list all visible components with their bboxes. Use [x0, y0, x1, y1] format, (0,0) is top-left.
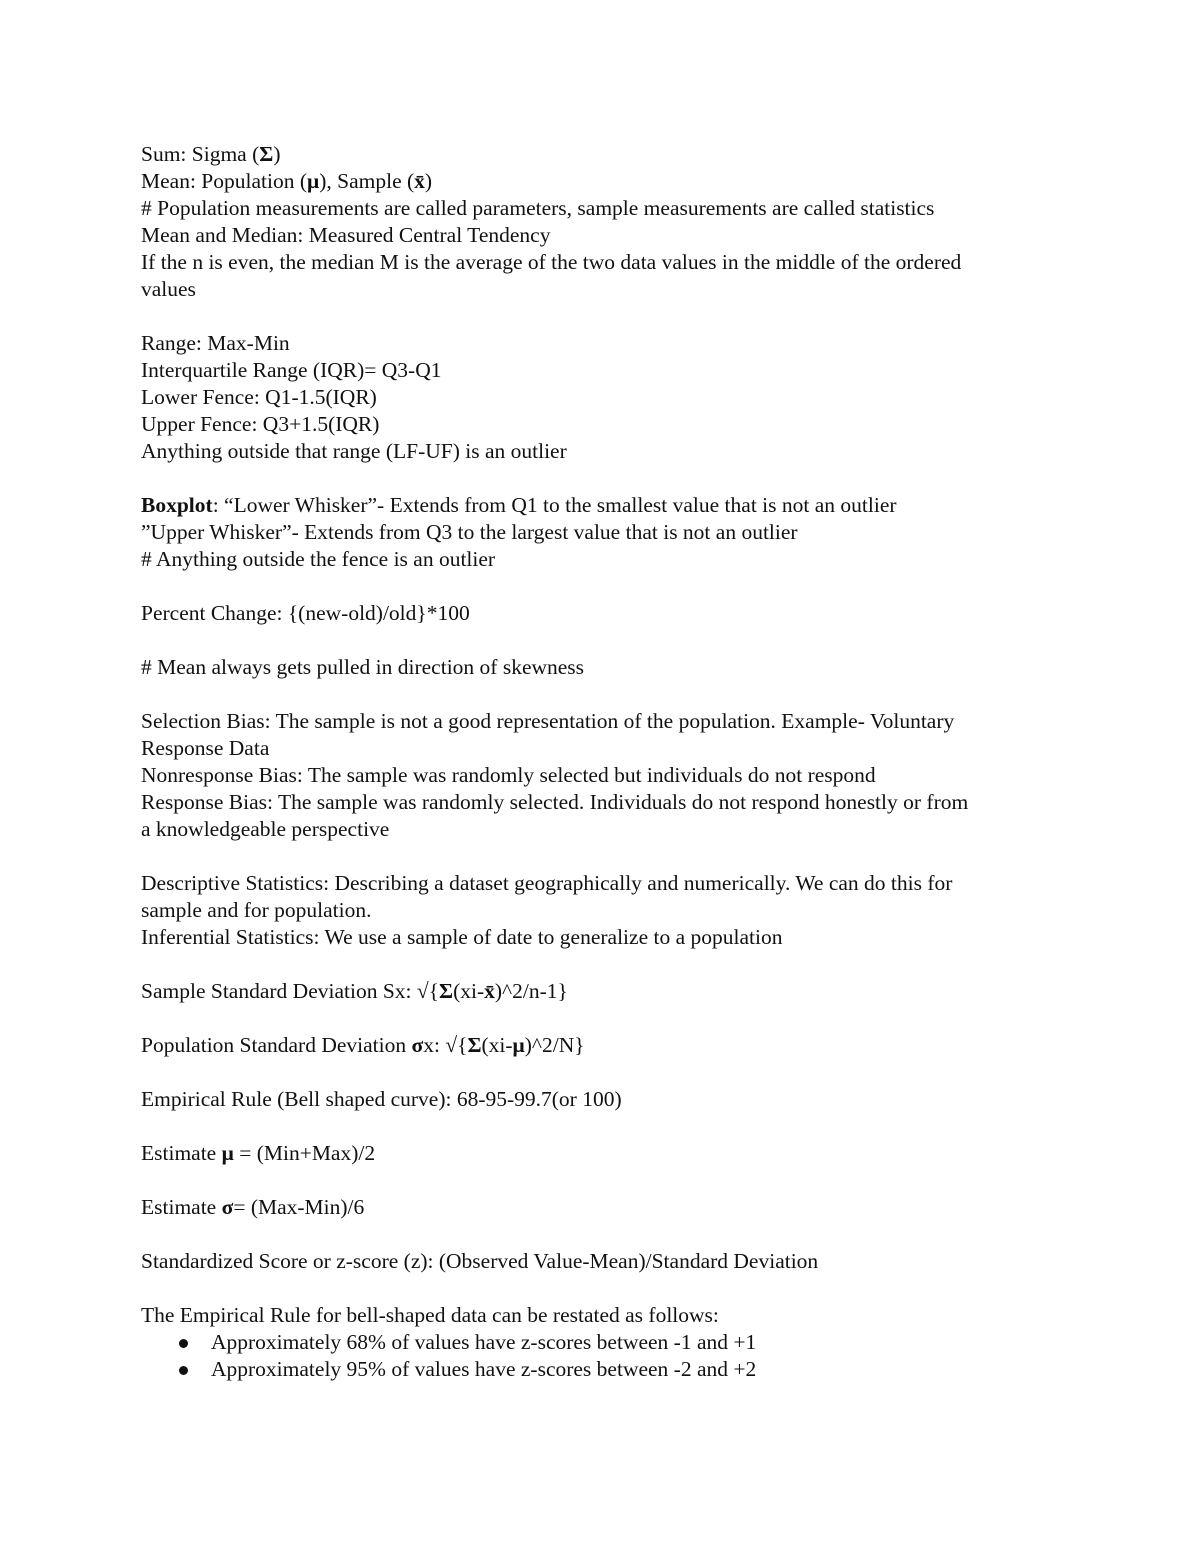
- estimate-label: Estimate: [141, 1141, 222, 1165]
- sigma-symbol: Σ: [467, 1033, 482, 1057]
- restated-line: The Empirical Rule for bell-shaped data can be restated as follows:: [141, 1303, 719, 1327]
- spacer: [141, 1221, 1061, 1248]
- xbar-symbol: x̄: [484, 979, 495, 1003]
- spacer: [141, 627, 1061, 654]
- estimate-mu-line: [141, 1140, 1061, 1167]
- bullet-icon: [179, 1366, 188, 1375]
- estimate-label: Estimate: [141, 1195, 222, 1219]
- skew-note: # Mean always gets pulled in direction of skewness: [141, 655, 585, 679]
- selection-bias-line-1: Selection Bias: The sample is not a good representation of the population. Example- Voluntary: [141, 709, 955, 733]
- population-sd-label: Population Standard Deviation: [141, 1033, 412, 1057]
- boxplot-lower-line: [141, 492, 1061, 519]
- spacer: [141, 951, 1061, 978]
- params-note: # Population measurements are called parameters, sample measurements are called statistics: [141, 196, 935, 220]
- sigma-symbol: Σ: [259, 142, 274, 166]
- sample-sd-label: Sample Standard Deviation Sx: √{: [141, 979, 439, 1003]
- mean-sample-label: ), Sample (: [319, 169, 415, 193]
- mean-label: Mean: Population (: [141, 169, 308, 193]
- median-line-2: values: [141, 277, 196, 301]
- percent-change-line: Percent Change: {(new-old)/old}*100: [141, 601, 470, 625]
- descriptive-line-2: sample and for population.: [141, 898, 372, 922]
- sample-sd-part: (xi-: [453, 979, 485, 1003]
- estimate-mu-formula: = (Min+Max)/2: [233, 1141, 376, 1165]
- estimate-sigma-line: [141, 1194, 1061, 1221]
- population-sd-part: x: √{: [423, 1033, 468, 1057]
- response-bias-line-2: a knowledgeable perspective: [141, 817, 390, 841]
- small-sigma-symbol: σ: [221, 1195, 234, 1219]
- inferential-line: Inferential Statistics: We use a sample of date to generalize to a population: [141, 925, 783, 949]
- bullet-text: Approximately 68% of values have z-scores between -1 and +1: [211, 1330, 757, 1354]
- bullet-text: Approximately 95% of values have z-scores between -2 and +2: [211, 1357, 757, 1381]
- spacer: [141, 1275, 1061, 1302]
- central-tendency-line: Mean and Median: Measured Central Tendency: [141, 223, 551, 247]
- sum-line: [141, 141, 1061, 168]
- boxplot-upper-line: ”Upper Whisker”- Extends from Q3 to the largest value that is not an outlier: [141, 520, 798, 544]
- median-line-1: If the n is even, the median M is the average of the two data values in the middle of the ordered: [141, 250, 962, 274]
- empirical-rule-line: Empirical Rule (Bell shaped curve): 68-95-99.7(or 100): [141, 1087, 622, 1111]
- sum-tail: ): [273, 142, 281, 166]
- iqr-line: Interquartile Range (IQR)= Q3-Q1: [141, 358, 442, 382]
- notes-body: [141, 141, 1061, 1383]
- list-item: [141, 1356, 1061, 1383]
- mu-symbol: μ: [512, 1033, 525, 1057]
- boxplot-label: Boxplot: [141, 493, 213, 517]
- nonresponse-bias-line: Nonresponse Bias: The sample was randomly selected but individuals do not respond: [141, 763, 876, 787]
- sigma-symbol: Σ: [439, 979, 454, 1003]
- mean-line: [141, 168, 1061, 195]
- spacer: [141, 1113, 1061, 1140]
- spacer: [141, 1059, 1061, 1086]
- spacer: [141, 843, 1061, 870]
- spacer: [141, 573, 1061, 600]
- spacer: [141, 681, 1061, 708]
- selection-bias-line-2: Response Data: [141, 736, 270, 760]
- boxplot-lower-text: : “Lower Whisker”- Extends from Q1 to the smallest value that is not an outlier: [212, 493, 897, 517]
- estimate-sigma-formula: = (Max-Min)/6: [233, 1195, 365, 1219]
- sample-sd-line: [141, 978, 1061, 1005]
- zscore-line: Standardized Score or z-score (z): (Observed Value-Mean)/Standard Deviation: [141, 1249, 819, 1273]
- spacer: [141, 303, 1061, 330]
- population-sd-tail: )^2/N}: [524, 1033, 585, 1057]
- mu-symbol: μ: [307, 169, 320, 193]
- fence-note: # Anything outside the fence is an outlier: [141, 547, 496, 571]
- xbar-symbol: x̄: [414, 169, 425, 193]
- small-sigma-symbol: σ: [411, 1033, 424, 1057]
- upper-fence-line: Upper Fence: Q3+1.5(IQR): [141, 412, 380, 436]
- sample-sd-tail: )^2/n-1}: [494, 979, 568, 1003]
- lower-fence-line: Lower Fence: Q1-1.5(IQR): [141, 385, 377, 409]
- mean-tail: ): [424, 169, 433, 193]
- descriptive-line-1: Descriptive Statistics: Describing a dataset geographically and numerically. We can do this for: [141, 871, 953, 895]
- sum-label: Sum: Sigma (: [141, 142, 260, 166]
- spacer: [141, 1005, 1061, 1032]
- population-sd-line: [141, 1032, 1061, 1059]
- list-item: [141, 1329, 1061, 1356]
- response-bias-line-1: Response Bias: The sample was randomly selected. Individuals do not respond honestly or from: [141, 790, 969, 814]
- bullet-icon: [179, 1339, 188, 1348]
- population-sd-part-2: (xi-: [481, 1033, 513, 1057]
- spacer: [141, 465, 1061, 492]
- outlier-range-line: Anything outside that range (LF-UF) is an outlier: [141, 439, 567, 463]
- mu-symbol: μ: [221, 1141, 234, 1165]
- empirical-bullet-list: [141, 1329, 1061, 1383]
- range-line: Range: Max-Min: [141, 331, 290, 355]
- spacer: [141, 1167, 1061, 1194]
